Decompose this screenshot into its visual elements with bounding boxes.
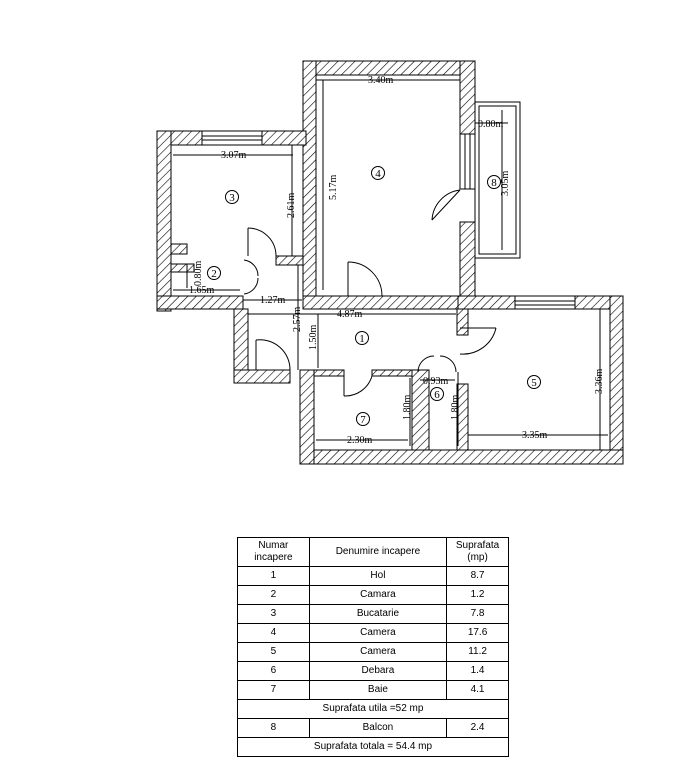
- dim-storage-depth: 0.80m: [193, 260, 204, 286]
- cell-nr: 6: [238, 662, 310, 681]
- cell-name: Camara: [309, 586, 446, 605]
- table-row: [238, 681, 509, 700]
- cell-nr: 5: [238, 643, 310, 662]
- dim-hall-passage: 1.27m: [260, 295, 286, 306]
- cell-nr: 1: [238, 567, 310, 586]
- cell-area: 4.1: [447, 681, 509, 700]
- door-swings: [244, 190, 496, 396]
- table-row: [238, 586, 509, 605]
- cell-nr: 4: [238, 624, 310, 643]
- subtotal-cell: Suprafata utila =52 mp: [238, 700, 509, 719]
- cell-nr: 3: [238, 605, 310, 624]
- dim-balcony-length: 3.05m: [500, 170, 511, 196]
- room-number-6: 6: [434, 389, 440, 401]
- cell-name: Baie: [309, 681, 446, 700]
- cell-name: Debara: [309, 662, 446, 681]
- room-number-5: 5: [531, 377, 537, 389]
- cell-area: 11.2: [447, 643, 509, 662]
- cell-name: Bucatarie: [309, 605, 446, 624]
- table-row: [238, 567, 509, 586]
- cell-name: Hol: [309, 567, 446, 586]
- dim-balcony-width: 0.80m: [478, 119, 504, 130]
- dim-bath-width: 2.30m: [347, 435, 373, 446]
- dim-bath-depth: 1.80m: [402, 394, 413, 420]
- cell-nr: 7: [238, 681, 310, 700]
- cell-area: 1.4: [447, 662, 509, 681]
- header-room-name: Denumire incapere: [309, 538, 446, 567]
- dim-pantry-depth: 1.80m: [450, 394, 461, 420]
- table-row: [238, 624, 509, 643]
- room-number-8: 8: [491, 177, 497, 189]
- table-row: [238, 662, 509, 681]
- header-area: Suprafata (mp): [447, 538, 509, 567]
- cell-area: 1.2: [447, 586, 509, 605]
- header-room-number: Numar incapere: [238, 538, 310, 567]
- dim-hall-width: 4.87m: [337, 309, 363, 320]
- dim-bedroom-width: 3.35m: [522, 430, 548, 441]
- room-number-1: 1: [359, 333, 365, 345]
- walls: [157, 61, 623, 464]
- room-number-4: 4: [375, 168, 381, 180]
- dim-kitchen-width: 3.07m: [221, 150, 247, 161]
- total-row: [238, 738, 509, 757]
- total-cell: Suprafata totala = 54.4 mp: [238, 738, 509, 757]
- table-row: [238, 719, 509, 738]
- cell-area: 8.7: [447, 567, 509, 586]
- cell-name: Camera: [309, 643, 446, 662]
- table-row: [238, 643, 509, 662]
- table-header-row: [238, 538, 509, 567]
- dim-kitchen-depth: 2.61m: [286, 192, 297, 218]
- rooms-table: [237, 537, 509, 757]
- cell-area: 2.4: [447, 719, 509, 738]
- cell-nr: 8: [238, 719, 310, 738]
- cell-name: Balcon: [309, 719, 446, 738]
- dim-hall-lower: 1.50m: [308, 324, 319, 350]
- subtotal-row: [238, 700, 509, 719]
- table-row: [238, 605, 509, 624]
- cell-area: 17.6: [447, 624, 509, 643]
- cell-nr: 2: [238, 586, 310, 605]
- dim-living-depth: 5.17m: [328, 174, 339, 200]
- dim-bedroom-depth: 3.36m: [594, 368, 605, 394]
- cell-name: Camera: [309, 624, 446, 643]
- cell-area: 7.8: [447, 605, 509, 624]
- dim-living-width: 3.40m: [368, 75, 394, 86]
- dim-storage-width: 1.65m: [189, 285, 215, 296]
- room-number-3: 3: [229, 192, 235, 204]
- room-number-2: 2: [211, 268, 217, 280]
- room-number-7: 7: [360, 414, 366, 426]
- dim-hall-upper: 2.57m: [292, 306, 303, 332]
- dim-pantry-width: 0.93m: [423, 376, 449, 387]
